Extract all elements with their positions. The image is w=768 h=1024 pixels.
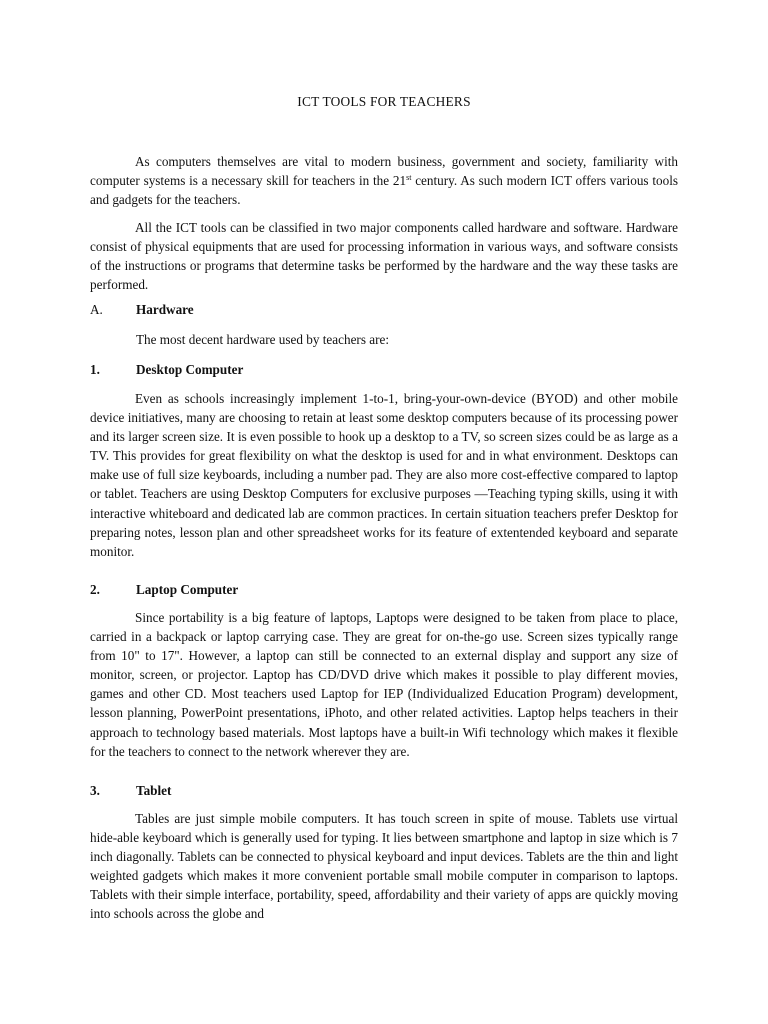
item-2-title: Laptop Computer: [136, 582, 239, 597]
classification-paragraph: All the ICT tools can be classified in two major components called hardware and software. Hardware consist of physical equipments that are used for processing information in various ways, and software consists of the instructions or programs that determine tasks be performed by the hardware and the way these tasks are performed.: [90, 220, 678, 293]
tablet-paragraph: Tables are just simple mobile computers. It has touch screen in spite of mouse. Tablets use virtual hide-able keyboard which is generally used for typing. It lies between smartphone and laptop in size which is 7 inch diagonally. Tablets can be connected to physical keyboard and input devices. Tablets are the thin and light weighted gadgets which makes it more convenient portable small mobile computer in comparison to laptops. Tablets with their simple interface, portability, speed, affordability and their variety of apps are quickly moving into schools across the globe and: [90, 811, 678, 922]
desktop-paragraph: Even as schools increasingly implement 1-to-1, bring-your-own-device (BYOD) and other mobile device initiatives, many are choosing to retain at least some desktop computers because of its processing power and its larger screen size. It is even possible to hook up a desktop to a TV, so screen sizes could be as large as a TV. This provides for great flexibility on what the desktop is used for and in what environment. Desktops can make use of full size keyboards, including a number pad. They are also more cost-effective compared to laptop or tablet. Teachers are using Desktop Computers for exclusive purposes —Teaching typing skills, using it with interactive whiteboard and dedicated lab are common practices. In certain situation teachers prefer Desktop for preparing notes, lesson plan and other spreadsheet works for its feature of extentended keyboard and separate monitor.: [90, 391, 678, 559]
ordinal-superscript: st: [406, 173, 412, 183]
item-2-number: 2.: [90, 582, 100, 597]
document-title: ICT TOOLS FOR TEACHERS: [297, 94, 471, 109]
intro-paragraph: [90, 152, 678, 209]
item-1-title: Desktop Computer: [136, 362, 244, 377]
laptop-paragraph: Since portability is a big feature of laptops, Laptops were designed to be taken from place to place, carried in a backpack or laptop carrying case. They are great for on-the-go use. Screen sizes typically range from 10" to 17". However, a laptop can still be connected to an external display and support any size of monitor, screen, or projector. Laptop has CD/DVD drive which makes it possible to play different movies, games and other CD. Most teachers used Laptop for IEP (Individualized Education Program) development, lesson planning, PowerPoint presentations, iPhoto, and other related activities. Laptop helps teachers in their approach to technology based materials. Most laptops have a built-in Wifi technology which makes it flexible for the teachers to connect to the network wherever they are.: [90, 610, 678, 759]
item-3-title: Tablet: [136, 783, 172, 798]
hardware-lead-text: The most decent hardware used by teachers are:: [136, 332, 390, 347]
item-1-number: 1.: [90, 362, 100, 377]
intro-text-end: century. As such modern ICT offers various tools and gadgets for the teachers.: [90, 173, 678, 208]
item-3-number: 3.: [90, 783, 100, 798]
section-a-title: Hardware: [136, 302, 194, 317]
intro-text-start: As computers themselves are vital to modern business, government and society, familiarity with computer systems is a necessary skill for teachers in the 21: [90, 154, 678, 189]
section-a-marker: A.: [90, 302, 103, 317]
